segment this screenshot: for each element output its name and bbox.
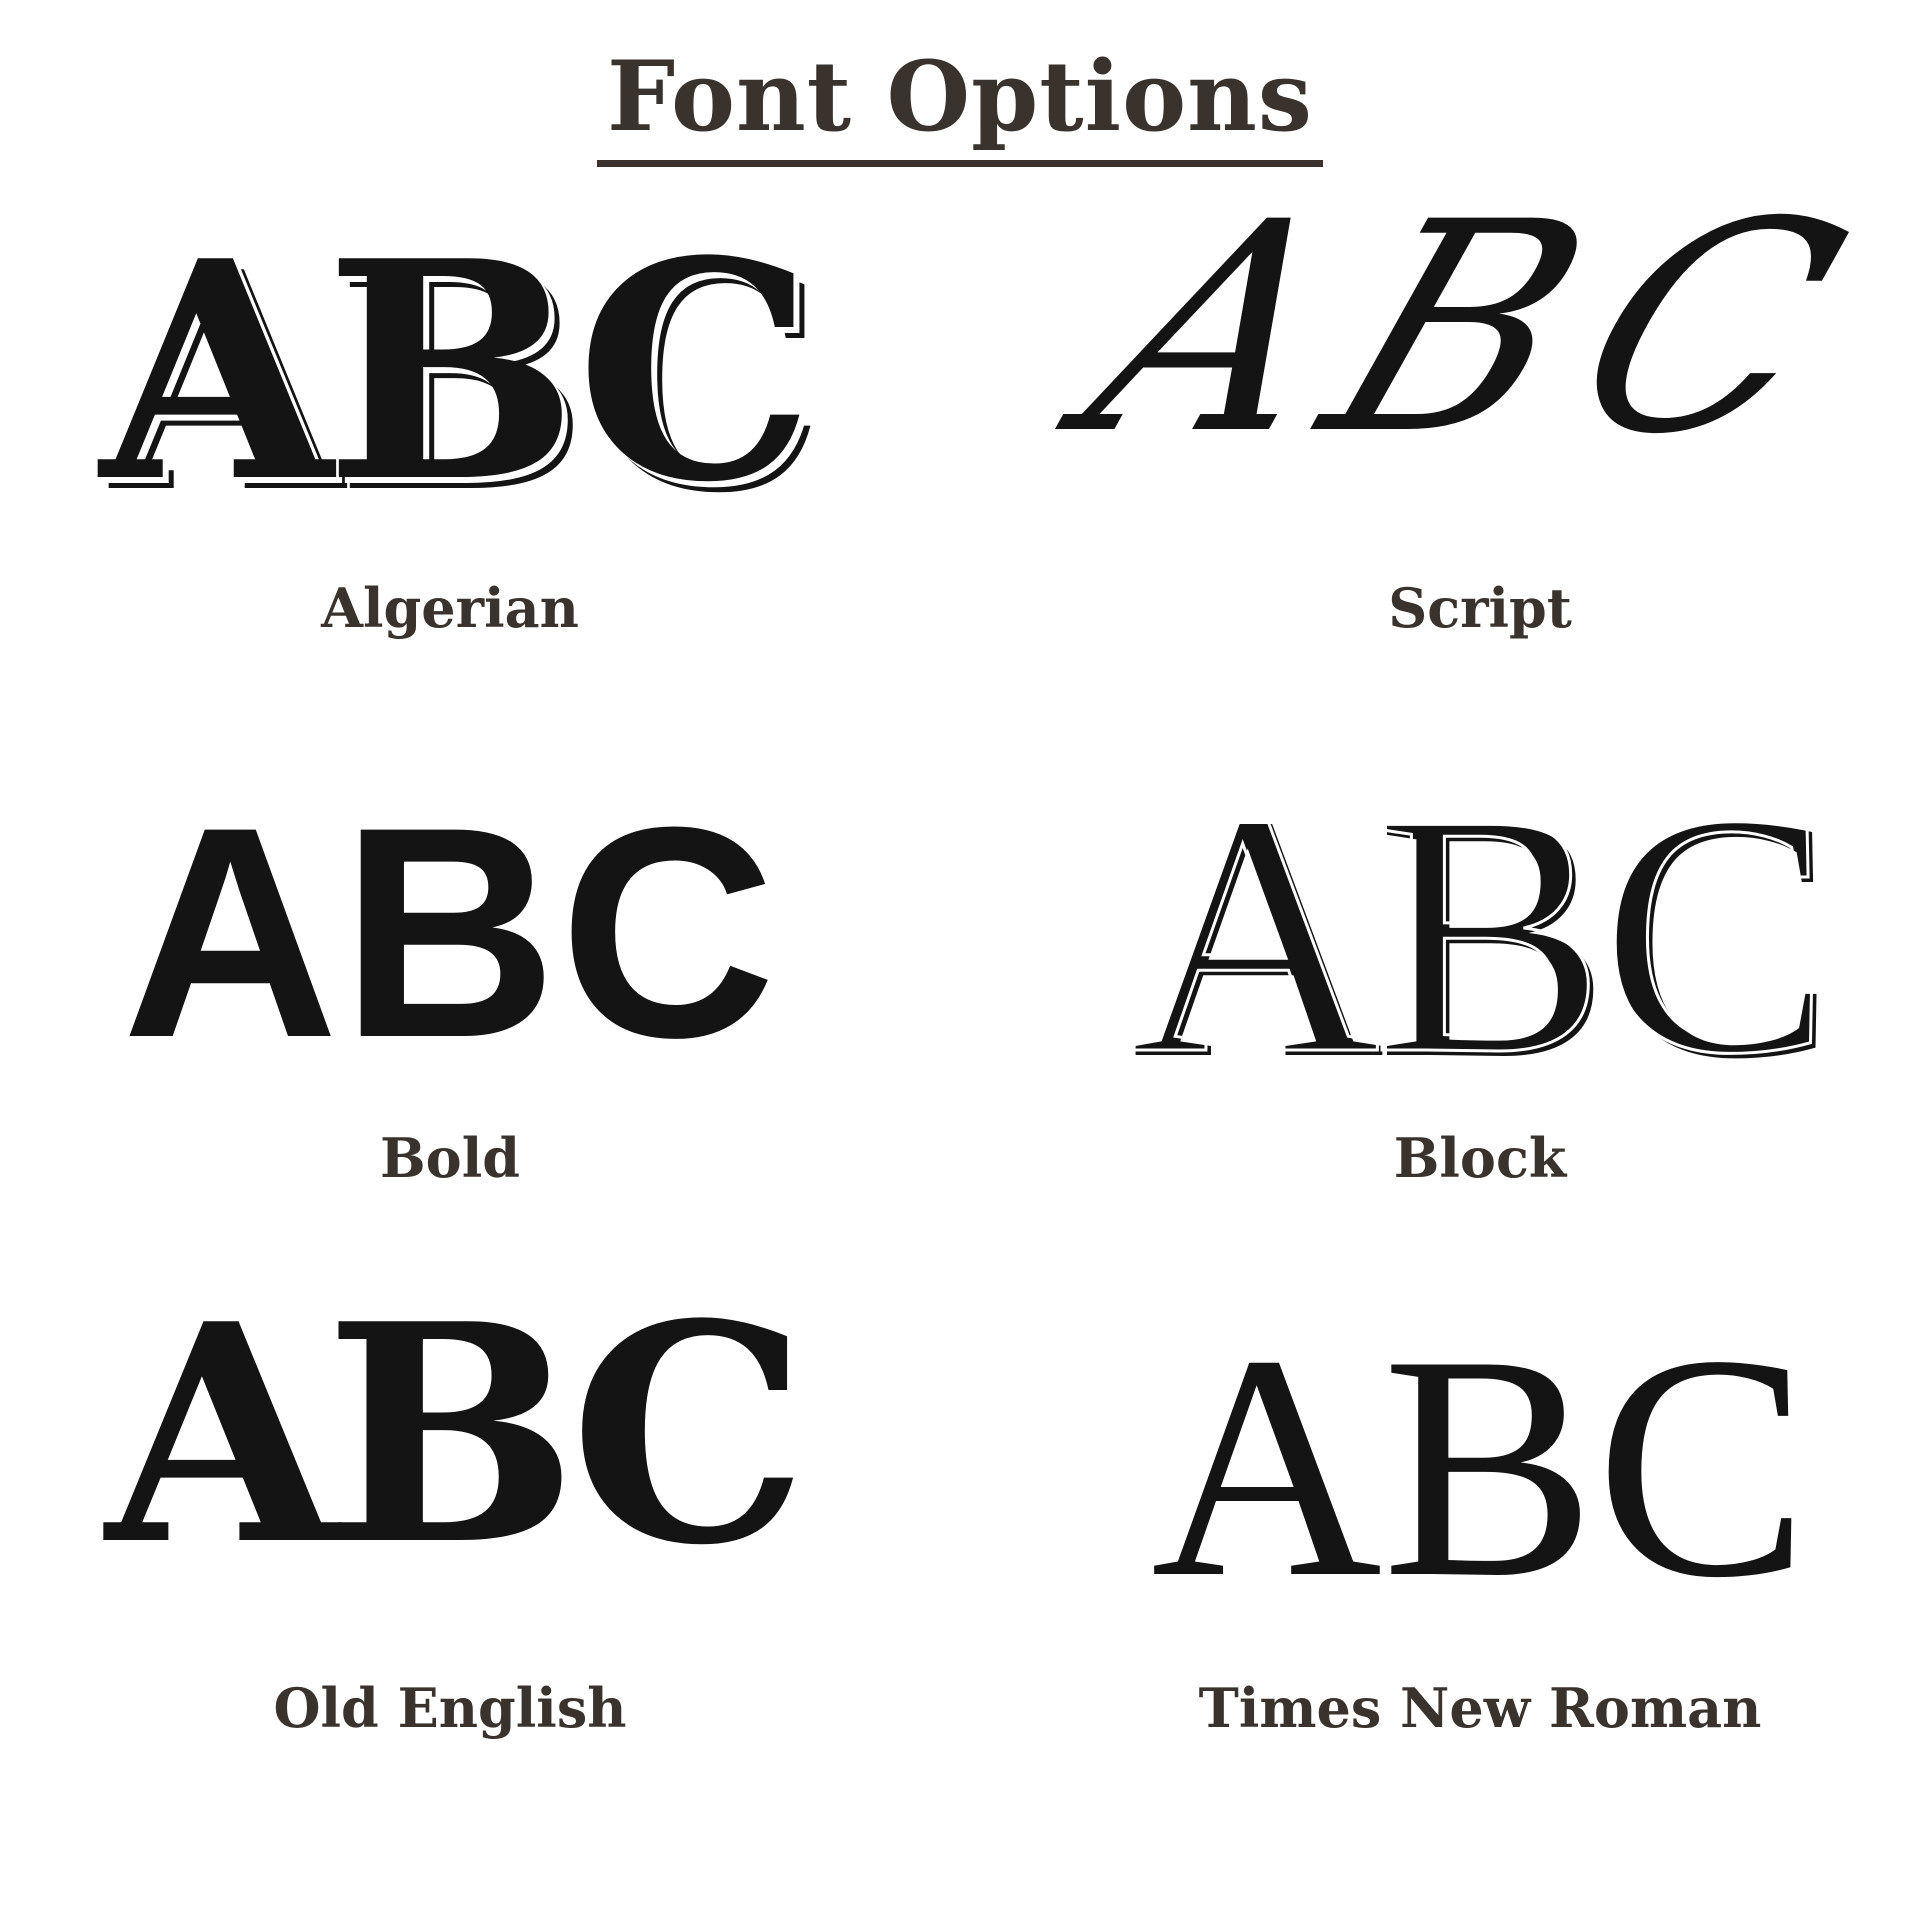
font-sample-bold: ABC — [122, 764, 778, 1100]
font-sample-old-english: ABC — [105, 1258, 795, 1611]
font-label-bold: Bold — [380, 1126, 520, 1190]
font-label-script: Script — [1388, 576, 1572, 640]
font-label-old-english: Old English — [273, 1676, 627, 1740]
font-sample-script: ABC — [1051, 161, 1909, 498]
font-sample-times-new-roman: ABC — [1151, 1290, 1809, 1644]
font-sample-block: ABC ABC — [1100, 762, 1860, 1112]
page-title-row — [0, 42, 1920, 167]
font-label-block: Block — [1393, 1126, 1567, 1190]
font-sample-algerian: ABC — [100, 195, 807, 548]
page-title: Font Options — [597, 42, 1323, 167]
font-label-algerian: Algerian — [321, 576, 579, 640]
font-label-times-new-roman: Times New Roman — [1198, 1676, 1762, 1740]
